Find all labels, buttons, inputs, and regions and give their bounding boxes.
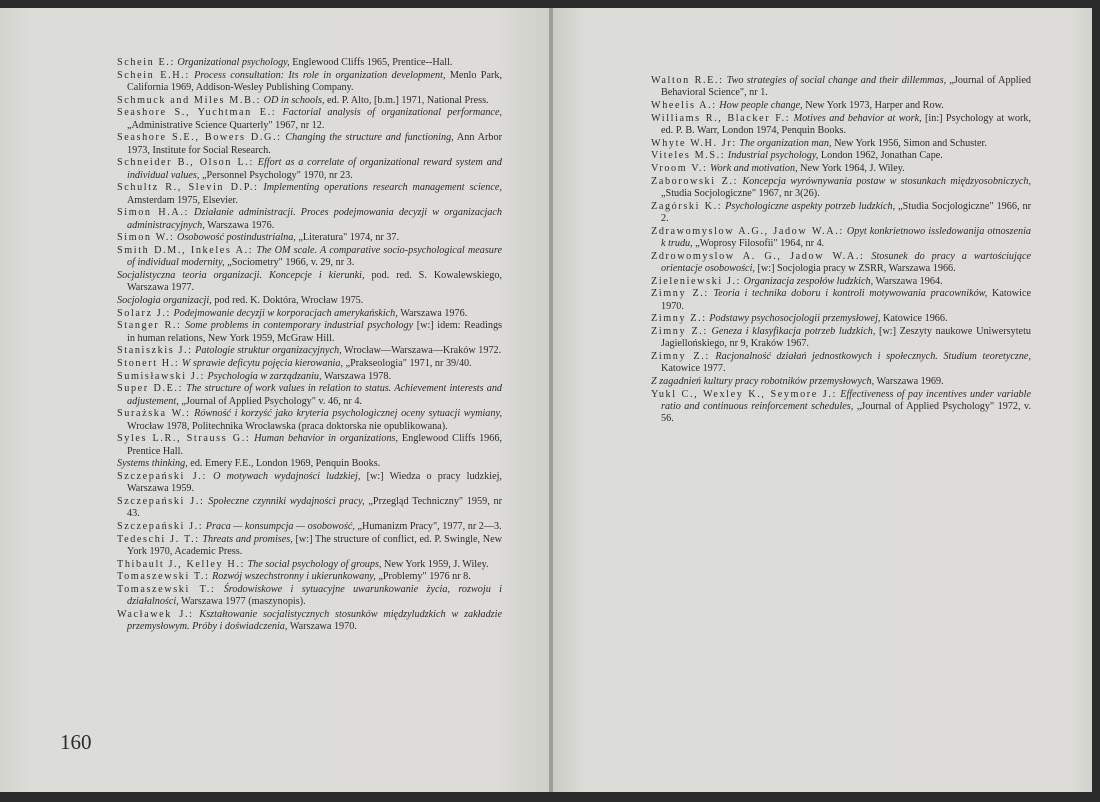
bibliography-entry [651,75,1031,100]
entry-author: Wheelis A.: [651,99,717,111]
bibliography-entry [117,232,502,244]
entry-author: Walton R.E.: [651,75,724,86]
entry-title: The organization man, [739,137,832,149]
entry-publication: „Journal of Applied Psychology" 1972, v. 56. [661,400,1031,425]
entry-author: Zdrowomyslow A. G., Jadow W.A.: [651,250,865,262]
entry-title: Działanie administracji. Proces podejmowania decyzji w organizacjach administracyjnych, [127,207,502,231]
bibliography-entry [117,245,502,270]
bibliography-entry [117,433,502,458]
bibliography-entry [117,295,502,307]
entry-title: Two strategies of social change and their dillemmas, [726,75,947,86]
entry-publication: „Literatura" 1974, nr 37. [295,232,400,244]
entry-publication: London 1962, Jonathan Cape. [818,150,943,162]
entry-title: Process consultation: Its role in organization development, [194,69,446,81]
entry-publication: „Personnel Psychology" 1970, nr 23. [199,169,353,181]
entry-publication: „Studia Socjologiczne" 1967, nr 3(26). [661,188,820,200]
bibliography-entry [117,408,502,433]
entry-publication: New York 1959, J. Wiley. [381,558,489,570]
entry-title: Psychologiczne aspekty potrzeb ludzkich, [725,200,896,212]
entry-author: Zimny Z.: [651,326,708,338]
entry-publication: [w:] idem: Readings in human relations, New York 1959, McGraw Hill. [127,320,503,344]
entry-author: Szczepański J.: [117,471,207,482]
bibliography-entry [117,107,502,132]
bibliography-entry [651,176,1031,201]
left-page [0,8,549,792]
entry-title: Społeczne czynniki wydajności pracy, [208,495,365,507]
bibliography-entry [651,351,1031,376]
entry-author: Whyte W.H. Jr: [651,137,737,149]
bibliography-entry [651,113,1031,138]
entry-title: Factorial analysis of organizational performance, [282,107,503,119]
bibliography-entry [117,182,502,207]
entry-author: Szczepański J.: [117,520,204,532]
entry-publication: Warszawa 1977 (maszynopis). [178,596,306,608]
bibliography-entry [117,57,502,69]
entry-publication: Englewood Cliffs 1966, Prentice Hall. [127,433,502,457]
entry-publication: New York 1964, J. Wiley. [797,163,905,175]
entry-author: Schmuck and Miles M.B.: [117,94,262,106]
bibliography-entry [117,559,502,571]
entry-title: Psychologia w zarządzaniu, [207,370,322,382]
entry-publication: Warszawa 1978. [321,370,392,382]
entry-author: Tomaszewski T.: [117,571,210,583]
entry-publication: New York 1956, Simon and Schuster. [831,137,987,149]
entry-author: Tedeschi J. T.: [117,533,200,545]
bibliography-entry [651,251,1031,276]
entry-publication: pod. red. S. Kowalewskiego, Warszawa 1977. [127,269,502,294]
bibliography-entry [117,207,502,232]
entry-title: Rozwój wszechstronny i ukierunkowany, [212,571,376,583]
entry-title: Some problems in contemporary industrial psychology [185,320,414,332]
entry-publication: Warszawa 1976. [397,307,468,319]
entry-author: Stonert H.: [117,357,180,369]
bibliography-entry [117,609,502,634]
entry-title: Socjologia organizacji, [117,294,212,306]
entry-title: Stosunek do pracy a wartościujące orientacje osobowości, [661,250,1031,274]
entry-publication: „Problemy" 1976 nr 8. [375,571,471,583]
entry-title: The OM scale. A comparative socio-psychological measure of individual modernity, [127,244,503,269]
bibliography-entry [651,138,1031,150]
bibliography-entry [117,584,502,609]
bibliography-entry [117,521,502,533]
bibliography-entry [117,371,502,383]
right-page [553,8,1092,792]
bibliography-entry [117,132,502,157]
entry-title: Opyt konkrietnowo issledowanija otnoszenia k trudu, [661,225,1032,249]
entry-publication: Wrocław—Warszawa—Kraków 1972. [341,345,502,357]
bibliography-entry [651,201,1031,226]
bibliography-entry [117,571,502,583]
entry-publication: [in:] Psychology at work, ed. P. B. Warr, London 1974, Penquin Books. [661,112,1032,136]
entry-author: Zagórski K.: [651,200,723,212]
entry-author: Viteles M.S.: [651,150,726,162]
entry-publication: New York 1973, Harper and Row. [802,99,944,111]
entry-publication: Warszawa 1969. [874,375,944,387]
bibliography-entry [117,157,502,182]
entry-author: Tomaszewski T.: [117,584,216,596]
entry-author: Simon W.: [117,232,175,244]
entry-title: Środowiskowe i sytuacyjne uwarunkowanie życia, rozwoju i działalności, [127,584,502,608]
bibliography-entry [651,313,1031,325]
entry-author: Schein E.H.: [117,69,190,81]
entry-publication: ed. P. Alto, [b.m.] 1971, National Press. [324,94,489,106]
entry-title: Równość i korzyść jako kryteria psychologicznej oceny sytuacji wymiany, [194,408,502,420]
page-number: 160 [60,730,92,754]
entry-author: Sumisławski J.: [117,370,205,382]
bibliography-entry [651,100,1031,112]
entry-publication: Ann Arbor 1973, Institute for Social Research. [127,132,503,156]
entry-title: Praca — konsumpcja — osobowość, [205,520,355,532]
bibliography-entry [651,326,1031,351]
entry-author: Zieleniewski J.: [651,275,742,287]
bibliography-entry [117,471,502,496]
bibliography-entry [117,308,502,320]
entry-author: Zimny Z.: [651,351,710,362]
entry-author: Zaborowski Z.: [651,175,739,187]
bibliography-entry [651,226,1031,251]
entry-publication: „Administrative Science Quarterly" 1967, nr 12. [127,119,325,131]
entry-title: Koncepcja wyrównywania postaw w stosunkach międzyosobniczych, [742,175,1032,187]
bibliography-entry [117,458,502,470]
bibliography-entry [117,320,502,345]
entry-author: Zimny Z.: [651,313,707,325]
bibliography-entry [651,288,1031,313]
entry-publication: Englewood Cliffs 1965, Prentice--Hall. [289,57,453,68]
entry-publication: [w:] Socjologia pracy w ZSRR, Warszawa 1966. [754,262,956,274]
entry-title: Kształtowanie socjalistycznych stosunków międzyludzkich w zakładzie przemysłowym. Próby i doświadczenia, [127,609,502,633]
entry-title: Teoria i technika doboru i kontroli motywowania pracowników, [713,288,988,300]
entry-author: Schultz R., Slevin D.P.: [117,182,259,194]
bibliography-entry [117,534,502,559]
bibliography-entry [651,150,1031,162]
entry-publication: „Journal of Applied Psychology" v. 46, nr 4. [178,395,362,407]
entry-title: Threats and promises, [202,533,293,545]
entry-title: Effectiveness of pay incentives under variable ratio and continuous reinforcement schedules, [661,388,1031,412]
bibliography-entry [651,376,1031,388]
entry-publication: „Sociometry" 1966, v. 29, nr 3. [224,257,355,269]
entry-title: Organizacja zespołów ludzkich, [743,275,874,287]
entry-title: Work and motivation, [709,163,798,175]
entry-author: Super D.E.: [117,383,184,395]
entry-title: Implementing operations research management science, [263,182,502,194]
entry-author: Williams R., Blacker F.: [651,112,791,124]
bibliography-entry [117,70,502,95]
entry-title: Podstawy psychosocjologii przemysłowej, [709,313,881,325]
entry-publication: pod red. K. Doktóra, Wrocław 1975. [211,294,364,306]
entry-author: Zdrawomyslow A.G., Jadow W.A.: [651,225,844,237]
entry-title: Human behavior in organizations, [254,433,399,445]
entry-publication: „Journal of Applied Behavioral Science", nr 1. [661,75,1032,99]
entry-author: Schein E.: [117,57,175,68]
entry-author: Zimny Z.: [651,288,709,300]
entry-author: Vroom V.: [651,163,708,175]
entry-publication: [w:] Wiedza o pracy ludzkiej, Warszawa 1959. [127,471,502,495]
entry-author: Syles L.R., Strauss G.: [117,433,251,445]
entry-author: Seashore S., Yuchtman E.: [117,107,277,119]
entry-author: Thibault J., Kelley H.: [117,558,245,570]
entry-title: Racjonalność działań jednostkowych i społecznych. Studium teoretyczne, [715,351,1031,362]
entry-publication: „Humanizm Pracy", 1977, nr 2—3. [354,520,502,532]
entry-publication: Warszawa 1964. [873,275,943,287]
entry-publication: Wrocław 1978, Politechnika Wrocławska (praca doktorska nie opublikowana). [127,420,448,432]
entry-publication: Katowice 1966. [880,313,948,325]
entry-author: Stanger R.: [117,320,182,332]
entry-title: OD in schools, [263,94,325,106]
entry-title: Socjalistyczna teoria organizacji. Koncepcje i kierunki, [117,269,365,281]
entry-title: Organizational psychology, [177,57,290,68]
bibliography-entry [117,358,502,370]
entry-publication: Amsterdam 1975, Elsevier. [127,194,238,206]
entry-publication: [w:] Zeszyty naukowe Uniwersytetu Jagiellońskiego, nr 9, Kraków 1967. [661,326,1031,350]
entry-publication: ed. Emery F.E., London 1969, Penquin Books. [187,458,381,470]
entry-title: O motywach wydajności ludzkiej, [213,471,361,482]
entry-author: Szczepański J.: [117,495,205,507]
entry-title: Industrial psychology, [727,150,819,162]
entry-author: Staniszkis J.: [117,345,193,357]
entry-title: Systems thinking, [117,458,188,470]
entry-publication: [w:] The structure of conflict, ed. P. Swingle, New York 1970, Academic Press. [127,533,503,557]
entry-author: Schneider B., Olson L.: [117,157,254,169]
bibliography-entry [117,345,502,357]
bibliography-column-right [651,75,1031,426]
entry-publication: „Prakseologia" 1971, nr 39/40. [343,357,472,369]
entry-publication: Menlo Park, California 1969, Addison-Wesley Publishing Company. [127,69,503,93]
entry-publication: Katowice 1970. [661,288,1031,312]
entry-author: Wacławek J.: [117,609,194,620]
entry-publication: Katowice 1977. [661,363,726,375]
entry-publication: „Woprosy Filosofii" 1964, nr 4. [692,237,825,249]
entry-title: Effort as a correlate of organizational reward system and individual values, [127,157,502,181]
entry-author: Solarz J.: [117,307,171,319]
entry-author: Smith D.M., Inkeles A.: [117,244,254,256]
bibliography-entry [117,95,502,107]
entry-title: W sprawie deficytu pojęcia kierowania, [181,357,344,369]
bibliography-entry [117,496,502,521]
bibliography-column-left [117,57,502,634]
entry-title: How people change, [719,99,803,111]
entry-publication: Warszawa 1970. [287,621,357,633]
bibliography-entry [651,276,1031,288]
entry-title: Changing the structure and functioning, [285,132,454,144]
entry-publication: Warszawa 1976. [204,219,275,231]
bibliography-entry [117,383,502,408]
bibliography-entry [117,270,502,295]
entry-title: The structure of work values in relation to status. Achievement interests and adjustement, [127,383,503,407]
entry-title: Motives and behavior at work, [793,112,922,124]
entry-publication: „Studia Socjologiczne" 1966, nr 2. [661,200,1032,224]
entry-author: Yukl C., Wexley K., Seymore J.: [651,388,837,400]
entry-title: Patologie struktur organizacyjnych, [195,345,342,357]
entry-title: The social psychology of groups, [247,558,382,570]
entry-author: Simon H.A.: [117,207,189,219]
bibliography-entry [651,389,1031,426]
entry-title: Podejmowanie decyzji w korporacjach amerykańskich, [173,307,398,319]
entry-title: Z zagadnień kultury pracy robotników przemysłowych, [651,375,875,387]
bibliography-entry [651,163,1031,175]
entry-author: Seashore S.E., Bowers D.G.: [117,132,282,144]
entry-author: Surażska W.: [117,408,191,420]
entry-title: Osobowość postindustrialna, [176,232,296,244]
entry-title: Geneza i klasyfikacja potrzeb ludzkich, [711,326,876,338]
entry-publication: „Przegląd Techniczny" 1959, nr 43. [127,495,502,520]
